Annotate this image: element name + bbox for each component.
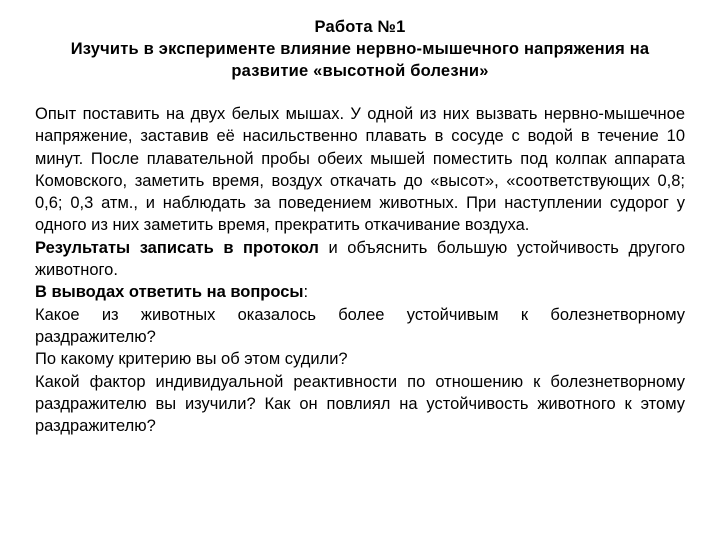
conclusions-bold-text: В выводах ответить на вопросы	[35, 283, 304, 302]
document-body	[35, 103, 685, 437]
question-3: Какой фактор индивидуальной реактивности по отношению к болезнетворному раздражителю вы изучили? Как он повлиял на устойчивость животного к этому раздражителю?	[35, 372, 685, 436]
conclusions-colon: :	[303, 283, 309, 302]
results-bold-text: Результаты записать в протокол	[35, 238, 319, 257]
task-title-line-2: развитие «высотной болезни»	[231, 62, 489, 80]
task-title-line-1: Изучить в эксперименте влияние нервно-мышечного напряжения на	[70, 40, 650, 58]
experiment-paragraph: Опыт поставить на двух белых мышах. У одной из них вызвать нервно-мышечное напряжение, заставив её насильственно плавать в сосуде с водой в течение 10 минут. После плавательной пробы обеих мышей поместить под колпак аппарата Комовского, заметить время, воздух откачать до «высот», «соответствующих 0,8; 0,6; 0,3 атм., и наблюдать за поведением животных. При наступлении судорог у одного из них заметить время, прекратить откачивание воздуха.	[35, 105, 685, 235]
question-2: По какому критерию вы об этом судили?	[35, 350, 348, 369]
document-header	[35, 16, 685, 82]
results-text: и объяснить большую устойчивость другого животного.	[35, 238, 686, 280]
work-title: Работа №1	[314, 18, 406, 36]
conclusions-heading	[35, 281, 685, 303]
results-paragraph	[35, 237, 685, 282]
question-1: Какое из животных оказалось более устойчивым к болезнетворному раздражителю?	[35, 305, 685, 346]
